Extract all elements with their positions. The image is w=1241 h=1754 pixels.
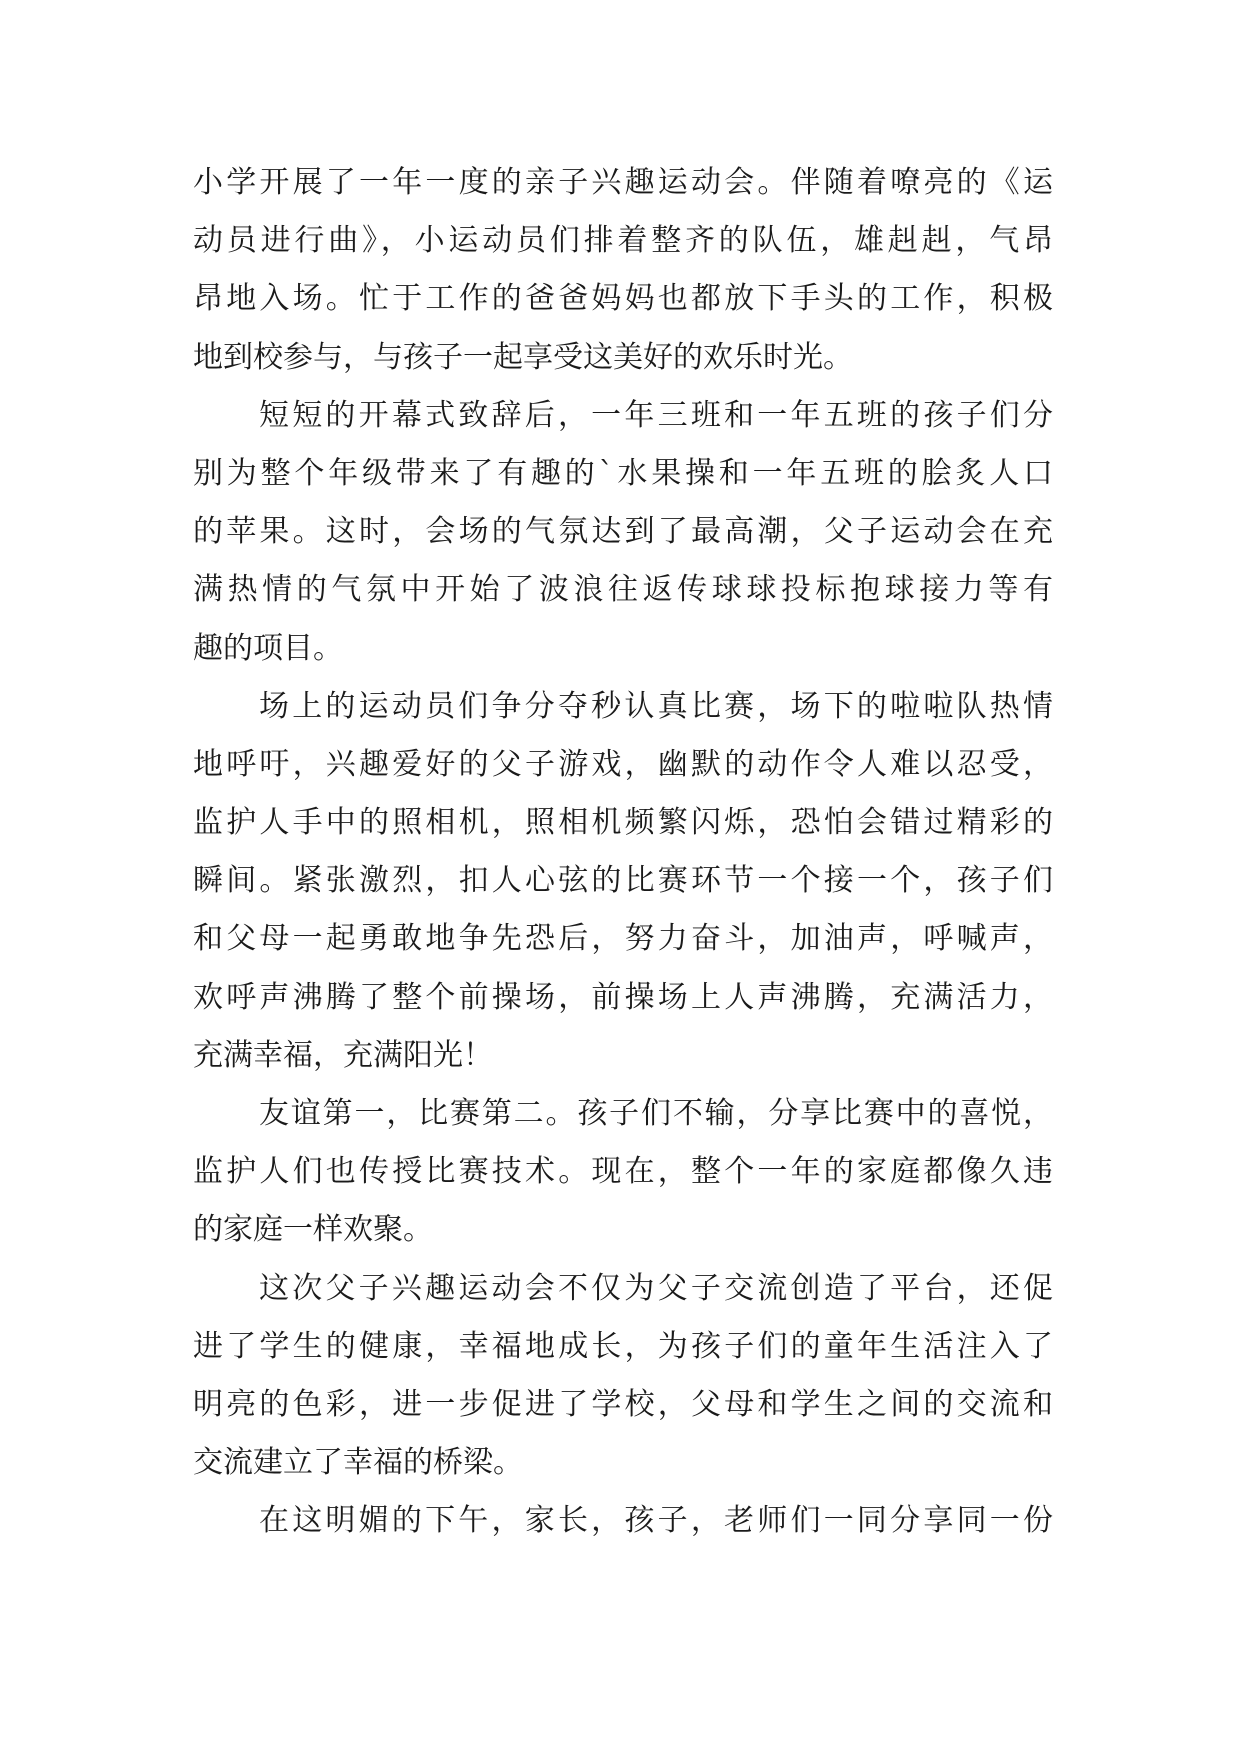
text-line: 趣的项目。 (193, 630, 343, 666)
text-line: 监护人们也传授比赛技术。现在，整个一年的家庭都像久违 (193, 1154, 1053, 1190)
text-line: 地呼吁，兴趣爱好的父子游戏，幽默的动作令人难以忍受， (193, 746, 1053, 782)
article-body (193, 154, 1053, 1551)
text-line: 欢呼声沸腾了整个前操场，前操场上人声沸腾，充满活力， (193, 979, 1053, 1015)
text-line: 监护人手中的照相机，照相机频繁闪烁，恐怕会错过精彩的 (193, 805, 1053, 841)
text-line: 昂地入场。忙于工作的爸爸妈妈也都放下手头的工作，积极 (193, 281, 1053, 317)
text-line: 的家庭一样欢聚。 (193, 1212, 433, 1248)
text-line: 和父母一起勇敢地争先恐后，努力奋斗，加油声，呼喊声， (193, 921, 1053, 957)
text-line: 满热情的气氛中开始了波浪往返传球球投标抱球接力等有 (193, 572, 1053, 608)
text-line: 地到校参与，与孩子一起享受这美好的欢乐时光。 (193, 339, 853, 375)
text-line: 充满幸福，充满阳光！ (193, 1037, 493, 1073)
text-line: 明亮的色彩，进一步促进了学校，父母和学生之间的交流和 (193, 1386, 1053, 1422)
paragraph-first-line: 场上的运动员们争分夺秒认真比赛，场下的啦啦队热情 (259, 688, 1053, 724)
text-line: 别为整个年级带来了有趣的`水果操和一年五班的脍炙人口 (193, 455, 1053, 491)
text-line: 进了学生的健康，幸福地成长，为孩子们的童年生活注入了 (193, 1328, 1053, 1364)
text-line: 瞬间。紧张激烈，扣人心弦的比赛环节一个接一个，孩子们 (193, 863, 1053, 899)
paragraph-first-line: 这次父子兴趣运动会不仅为父子交流创造了平台，还促 (259, 1270, 1053, 1306)
paragraph-first-line: 短短的开幕式致辞后，一年三班和一年五班的孩子们分 (259, 397, 1053, 433)
paragraph-first-line: 友谊第一，比赛第二。孩子们不输，分享比赛中的喜悦， (259, 1096, 1053, 1131)
text-line: 交流建立了幸福的桥梁。 (193, 1445, 523, 1481)
text-line: 的苹果。这时，会场的气氛达到了最高潮，父子运动会在充 (193, 514, 1053, 550)
paragraph-first-line: 在这明媚的下午，家长，孩子，老师们一同分享同一份 (259, 1503, 1053, 1539)
text-line: 小学开展了一年一度的亲子兴趣运动会。伴随着嘹亮的《运 (193, 165, 1053, 200)
text-line: 动员进行曲》，小运动员们排着整齐的队伍，雄赳赳，气昂 (193, 223, 1053, 259)
